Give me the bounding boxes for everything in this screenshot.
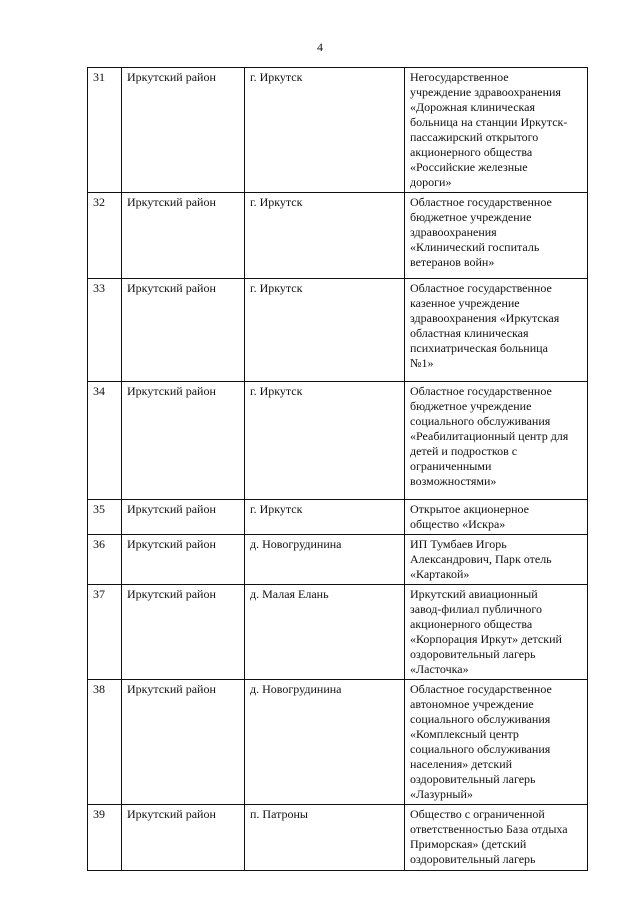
table-row <box>88 68 588 193</box>
org-line: дороги» <box>410 175 452 189</box>
row-number: 35 <box>88 500 122 535</box>
page-number: 4 <box>317 40 323 54</box>
org-line: социального обслуживания <box>410 712 551 726</box>
table-row <box>88 193 588 279</box>
org-line: оздоровительный лагерь <box>410 772 536 786</box>
org-line: психиатрическая больница <box>410 341 548 355</box>
org-line: №1» <box>410 356 434 370</box>
org-line: оздоровительный лагерь <box>410 852 536 866</box>
org-line: акционерного общества <box>410 145 533 159</box>
row-number: 34 <box>88 382 122 500</box>
org-line: «Реабилитационный центр для <box>410 429 569 443</box>
row-number: 32 <box>88 193 122 279</box>
org-line: учреждение здравоохранения <box>410 85 561 99</box>
organization-cell <box>405 585 588 680</box>
org-line: Общество с ограниченной <box>410 807 545 821</box>
row-number: 36 <box>88 535 122 585</box>
table-row <box>88 585 588 680</box>
org-line: завод-филиал публичного <box>410 602 542 616</box>
locality-cell: г. Иркутск <box>245 193 405 279</box>
table-row <box>88 805 588 871</box>
district-cell: Иркутский район <box>122 500 245 535</box>
row-number: 33 <box>88 279 122 382</box>
row-number: 38 <box>88 680 122 805</box>
org-line: акционерного общества <box>410 617 533 631</box>
organization-cell <box>405 805 588 871</box>
registry-table <box>87 67 588 871</box>
org-line: областная клиническая <box>410 326 529 340</box>
org-line: казенное учреждение <box>410 296 520 310</box>
locality-cell: г. Иркутск <box>245 279 405 382</box>
org-line: пассажирский открытого <box>410 130 539 144</box>
organization-cell <box>405 68 588 193</box>
district-cell: Иркутский район <box>122 68 245 193</box>
district-cell: Иркутский район <box>122 193 245 279</box>
organization-cell <box>405 535 588 585</box>
table-row <box>88 680 588 805</box>
org-line: Открытое акционерное <box>410 502 530 516</box>
org-line: оздоровительный лагерь <box>410 647 536 661</box>
org-line: Приморская» (детский <box>410 837 527 851</box>
org-line: Областное государственное <box>410 682 552 696</box>
org-line: здравоохранения <box>410 225 497 239</box>
org-line: «Клинический госпиталь <box>410 240 540 254</box>
table-row <box>88 535 588 585</box>
org-line: ограниченными <box>410 459 492 473</box>
org-line: детей и подростков с <box>410 444 518 458</box>
locality-cell: г. Иркутск <box>245 68 405 193</box>
org-line: бюджетное учреждение <box>410 210 532 224</box>
org-line: «Картакой» <box>410 567 470 581</box>
org-line: Негосударственное <box>410 70 509 84</box>
org-line: общество «Искра» <box>410 517 506 531</box>
org-line: автономное учреждение <box>410 697 534 711</box>
district-cell: Иркутский район <box>122 585 245 680</box>
locality-cell: г. Иркутск <box>245 500 405 535</box>
org-line: социального обслуживания <box>410 414 551 428</box>
org-line: «Корпорация Иркут» детский <box>410 632 562 646</box>
org-line: «Российские железные <box>410 160 528 174</box>
locality-cell: д. Новогрудинина <box>245 680 405 805</box>
organization-cell <box>405 279 588 382</box>
district-cell: Иркутский район <box>122 279 245 382</box>
row-number: 39 <box>88 805 122 871</box>
org-line: населения» детский <box>410 757 513 771</box>
org-line: Областное государственное <box>410 281 552 295</box>
district-cell: Иркутский район <box>122 382 245 500</box>
org-line: ИП Тумбаев Игорь <box>410 537 507 551</box>
org-line: Иркутский авиационный <box>410 587 538 601</box>
org-line: «Лазурный» <box>410 787 473 801</box>
org-line: социального обслуживания <box>410 742 551 756</box>
org-line: Александрович, Парк отель <box>410 552 552 566</box>
locality-cell: д. Малая Елань <box>245 585 405 680</box>
org-line: ветеранов войн» <box>410 255 495 269</box>
organization-cell <box>405 500 588 535</box>
organization-cell <box>405 193 588 279</box>
organization-cell <box>405 382 588 500</box>
org-line: «Дорожная клиническая <box>410 100 536 114</box>
organization-cell <box>405 680 588 805</box>
org-line: больница на станции Иркутск- <box>410 115 568 129</box>
locality-cell: г. Иркутск <box>245 382 405 500</box>
table-row <box>88 279 588 382</box>
org-line: здравоохранения «Иркутская <box>410 311 560 325</box>
locality-cell: д. Новогрудинина <box>245 535 405 585</box>
org-line: «Комплексный центр <box>410 727 519 741</box>
org-line: бюджетное учреждение <box>410 399 532 413</box>
table-row <box>88 500 588 535</box>
district-cell: Иркутский район <box>122 805 245 871</box>
table-row <box>88 382 588 500</box>
locality-cell: п. Патроны <box>245 805 405 871</box>
row-number: 37 <box>88 585 122 680</box>
org-line: Областное государственное <box>410 195 552 209</box>
org-line: Областное государственное <box>410 384 552 398</box>
org-line: возможностями» <box>410 474 497 488</box>
district-cell: Иркутский район <box>122 535 245 585</box>
org-line: «Ласточка» <box>410 662 469 676</box>
district-cell: Иркутский район <box>122 680 245 805</box>
org-line: ответственностью База отдыха <box>410 822 568 836</box>
row-number: 31 <box>88 68 122 193</box>
